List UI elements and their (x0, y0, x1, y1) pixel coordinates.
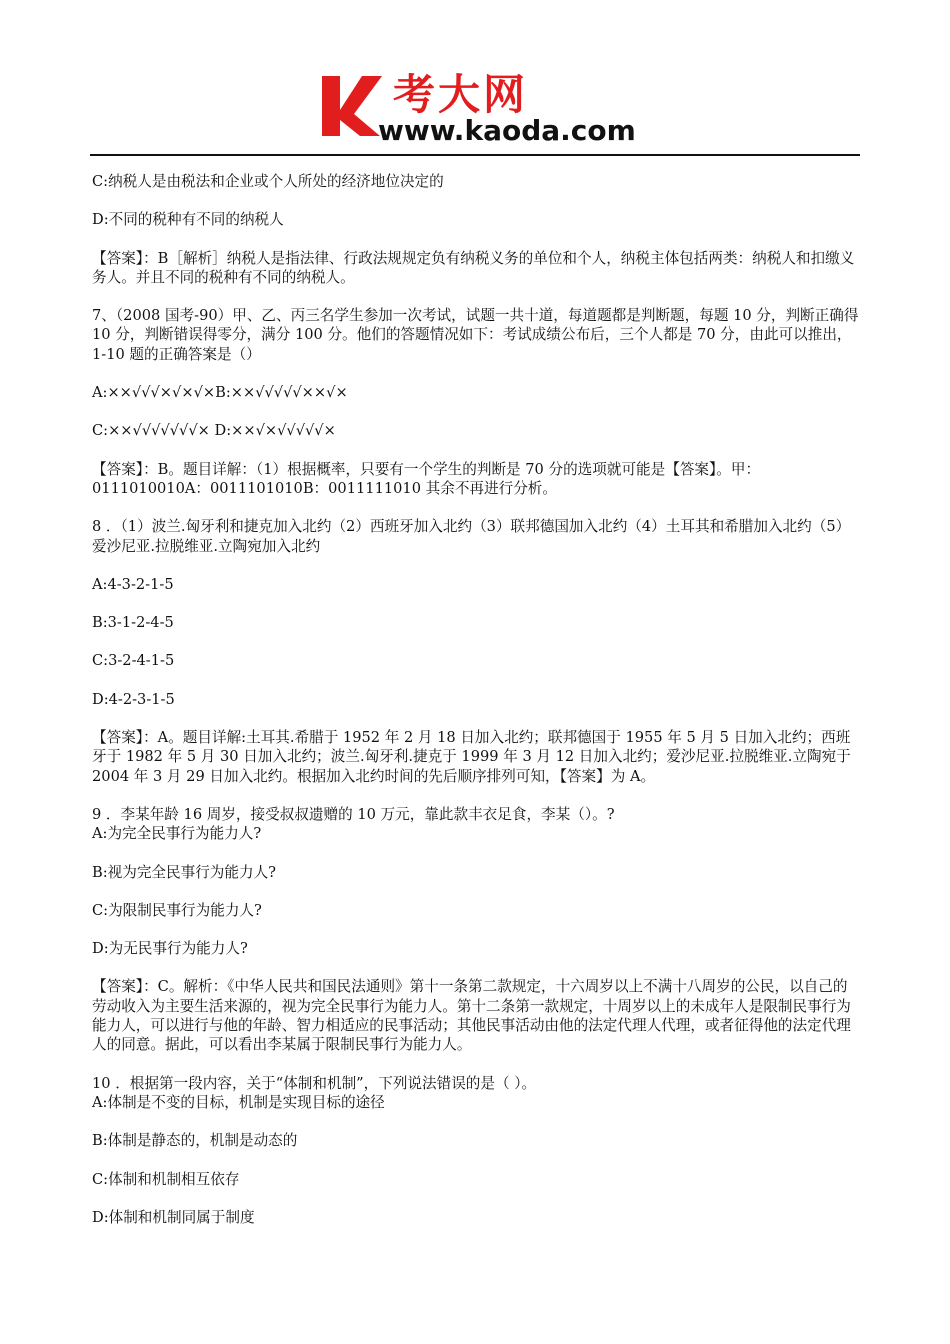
q9-stem: 9 ．李某年龄 16 周岁，接受叔叔遗赠的 10 万元，靠此款丰衣足食，李某（）。? (92, 805, 615, 823)
page-header (0, 0, 950, 160)
q10-option-b: B:体制是静态的，机制是动态的 (92, 1132, 298, 1150)
q10-option-c: C:体制和机制相互依存 (92, 1170, 240, 1188)
q9-option-c: C:为限制民事行为能力人? (92, 901, 262, 919)
logo-brand-url: www.kaoda.com (378, 114, 636, 147)
q10-stem: 10 ．根据第一段内容，关于“体制和机制”，下列说法错误的是（ ）。 (92, 1074, 537, 1092)
q9-option-a: A:为完全民事行为能力人? (92, 825, 262, 843)
document-body (92, 172, 862, 1246)
q6-option-d: D:不同的税种有不同的纳税人 (92, 211, 284, 229)
q8-option-d: D:4-2-3-1-5 (92, 690, 175, 708)
q9-option-d: D:为无民事行为能力人? (92, 940, 248, 958)
q7-options-cd: C:××√√√√√√√× D:××√×√√√√√× (92, 422, 336, 440)
q8-stem: 8 ．（1）波兰.匈牙利和捷克加入北约（2）西班牙加入北约（3）联邦德国加入北约（4）土耳其和希腊加入北约（5）爱沙尼亚.拉脱维亚.立陶宛加入北约 (92, 518, 851, 555)
q8-option-b: B:3-1-2-4-5 (92, 614, 174, 632)
q8-answer: 【答案】：A。题目详解:土耳其.希腊于 1952 年 2 月 18 日加入北约；联邦德国于 1955 年 5 月 5 日加入北约；西班牙于 1982 年 5 月 30 日加入北约；波兰.匈牙利.捷克于 1999 年 3 月 12 日加入北约；爱沙尼亚.拉脱维亚.立陶宛于 2004 年 3 月 29 日加入北约。根据加入北约时间的先后顺序排列可知，【答案】为 A。 (92, 729, 851, 785)
q9-option-b: B:视为完全民事行为能力人? (92, 863, 276, 881)
q10-option-a: A:体制是不变的目标，机制是实现目标的途径 (92, 1093, 385, 1111)
q6-answer: 【答案】：B［解析］纳税人是指法律、行政法规规定负有纳税义务的单位和个人，纳税主体包括两类：纳税人和扣缴义务人。并且不同的税种有不同的纳税人。 (92, 249, 855, 286)
q9-answer: 【答案】：C。解析：《中华人民共和国民法通则》第十一条第二款规定，十六周岁以上不满十八周岁的公民，以自己的劳动收入为主要生活来源的，视为完全民事行为能力人。第十二条第一款规定，十周岁以上的未成年人是限制民事行为能力人，可以进行与他的年龄、智力相适应的民事活动；其他民事活动由他的法定代理人代理，或者征得他的法定代理人的同意。据此，可以看出李某属于限制民事行为能力人。 (92, 978, 851, 1054)
q10-option-d: D:体制和机制同属于制度 (92, 1208, 255, 1226)
q7-options-ab: A:××√√√×√×√×B:××√√√√√××√× (92, 384, 348, 402)
q7-stem: 7、（2008 国考-90）甲、乙、丙三名学生参加一次考试，试题一共十道，每道题都是判断题，每题 10 分，判断正确得 10 分，判断错误得零分，满分 100 分。他们的答题情况如下：考试成绩公布后，三个人都是 70 分，由此可以推出，1-10 题的正确答案是（） (92, 307, 859, 363)
header-divider (90, 154, 860, 156)
kaoda-logo[interactable] (318, 70, 648, 150)
q6-option-c: C:纳税人是由税法和企业或个人所处的经济地位决定的 (92, 173, 444, 190)
q8-option-a: A:4-3-2-1-5 (92, 575, 174, 593)
logo-brand-cn: 考大网 (393, 70, 529, 119)
q7-answer: 【答案】：B。题目详解：（1）根据概率，只要有一个学生的判断是 70 分的选项就可能是【答案】。甲：0111010010A：0011101010B：0011111010 其余不再进行分析。 (92, 460, 761, 497)
q8-option-c: C:3-2-4-1-5 (92, 652, 175, 670)
